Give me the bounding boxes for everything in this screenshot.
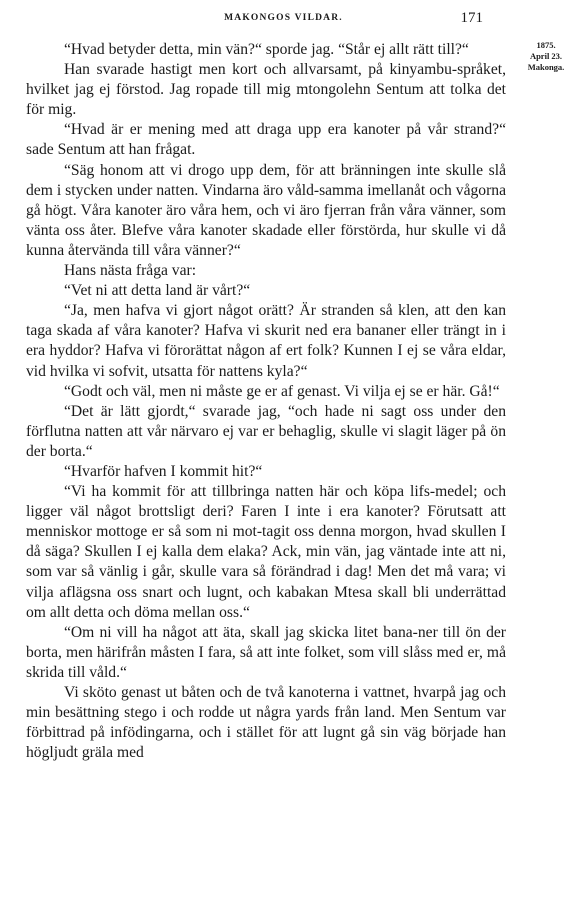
paragraph: “Om ni vill ha något att äta, skall jag skicka litet bana-ner till ön der borta, men härifrån måsten I fara, så att inte folket, som vill slåss med er, må skrida till våld.“	[26, 623, 506, 681]
paragraph: “Vet ni att detta land är vårt?“	[64, 282, 251, 300]
paragraph: Han svarade hastigt men kort och allvarsamt, på kinyambu-språket, hvilket jag ej förstod. Jag ropade till mig mtongolehn Sentum att tolka det för mig.	[26, 61, 506, 119]
margin-note	[516, 40, 576, 73]
page-number: 171	[460, 10, 483, 26]
paragraph: Hans nästa fråga var:	[64, 262, 197, 280]
running-head	[60, 10, 507, 30]
paragraph: “Vi ha kommit för att tillbringa natten här och köpa lifs-medel; och ligger väl något brottsligt deri? Faren I inte i era kanoter? Förutsatt att menniskor mottoge er så som ni mot-tagit oss denna morgon, hvad skullen I då säga? Skullen I ej kalla dem elaka? Ack, min vän, jag väntade inte att ni, som var så vänlig i går, skulle vara så förändrad i dag! Men det må vara; vi vilja aflägsna oss snart och lugnt, och kabakan Mtesa skall bli underrättad om allt detta och döma mellan oss.“	[26, 483, 506, 621]
margin-note-place: Makonga.	[527, 62, 565, 72]
paragraph: Vi sköto genast ut båten och de två kanoterna i vattnet, hvarpå jag och min besättning stego i och rodde ut några yards från land. Men Sentum var förbittrad på infödingarna, och i stället för att lugnt gå sin väg började han högljudt gräla med	[26, 684, 506, 762]
paragraph: “Godt och väl, men ni måste ge er af genast. Vi vilja ej se er här. Gå!“	[64, 382, 500, 400]
paragraph: “Det är lätt gjordt,“ svarade jag, “och hade ni sagt oss under den förflutna natten att vår närvaro ej var er behaglig, skulle vi slagit läger på ön der borta.“	[26, 402, 506, 460]
paragraph: “Hvarför hafven I kommit hit?“	[64, 462, 263, 480]
paragraph: “Säg honom att vi drogo upp dem, för att bränningen inte skulle slå dem i stycken under natten. Vindarna äro våld-samma imellanåt och vågorna gå högt. Våra kanoter äro våra hem, och vi äro fjerran från våra vänner, som vänta oss åter. Blefve våra kanoter skadade eller förstörda, hur skulle vi då kunna återvända till våra vänner?“	[26, 161, 506, 259]
body-text	[26, 40, 506, 763]
paragraph: “Hvad är er mening med att draga upp era kanoter på vår strand?“ sade Sentum att han frågat.	[26, 121, 506, 159]
paragraph: “Hvad betyder detta, min vän?“ sporde jag. “Står ej allt rätt till?“	[64, 41, 469, 58]
margin-note-date: April 23.	[529, 51, 563, 61]
running-title: MAKONGOS VILDAR.	[224, 13, 343, 23]
margin-note-year: 1875.	[536, 40, 556, 50]
paragraph: “Ja, men hafva vi gjort något orätt? Är stranden så klen, att den kan taga skada af våra kanoter? Hafva vi skurit ned era bananer eller trängt in i era hyddor? Hafva vi förorättat någon af ert folk? Kunnen I ej se våra eldar, vid hvilka vi sofvit, utsatta för nattens kyla?“	[26, 302, 506, 380]
